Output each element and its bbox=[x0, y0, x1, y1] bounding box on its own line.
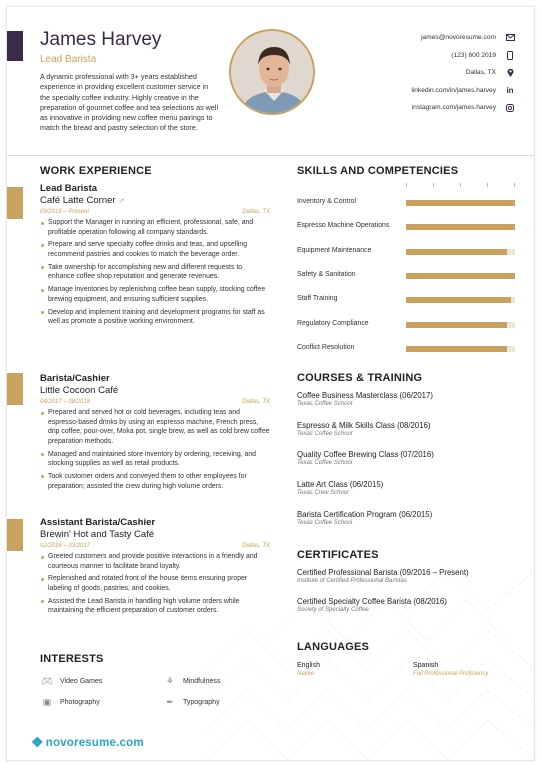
section-title-languages: LANGUAGES bbox=[297, 641, 370, 653]
novoresume-logo-icon: ❖ bbox=[31, 734, 44, 750]
contact-email[interactable]: james@novoresume.com bbox=[411, 29, 516, 47]
phone-icon bbox=[504, 51, 516, 60]
job-meta: 02/2016 – 03/2017 Dallas, TX bbox=[40, 543, 270, 549]
external-link-icon[interactable]: ↗ bbox=[118, 198, 125, 205]
envelope-icon bbox=[504, 34, 516, 41]
skill-bar-fill bbox=[406, 273, 515, 279]
job-entry-1 bbox=[40, 183, 270, 330]
interest-item: ⚘ Mindfulness bbox=[163, 676, 220, 687]
skill-bar bbox=[406, 322, 515, 328]
job-marker-3 bbox=[7, 519, 23, 551]
interest-item: 🎮︎ Video Games bbox=[41, 676, 103, 686]
skill-bar-fill bbox=[406, 224, 515, 230]
skill-label: Espresso Machine Operations bbox=[297, 222, 390, 230]
job-company: Little Cocoon Café bbox=[40, 385, 119, 396]
section-title-interests: INTERESTS bbox=[40, 653, 104, 665]
instagram-icon bbox=[504, 104, 516, 112]
candidate-name: James Harvey bbox=[40, 29, 162, 50]
skill-row bbox=[297, 221, 515, 245]
job-bullets bbox=[40, 218, 270, 327]
skill-scale-ticks bbox=[406, 183, 515, 188]
list-item: Assisted the Lead Barista in handling high volume orders while maintaining the efficient preparation of customer orders. bbox=[40, 597, 270, 616]
skill-bar bbox=[406, 249, 515, 255]
course-item: Quality Coffee Brewing Class (07/2016) Texas Coffee School bbox=[297, 450, 434, 466]
list-item: Managed and maintained store inventory by ordering, receiving, and stocking supplies as well as retail products. bbox=[40, 450, 270, 469]
skill-bar-fill bbox=[406, 200, 515, 206]
scale-tick bbox=[514, 183, 515, 187]
skill-label: Inventory & Control bbox=[297, 198, 356, 205]
skill-row bbox=[297, 294, 515, 318]
list-item: Replenished and rotated front of the house items ensuring proper labeling of goods, pastries, and cookies. bbox=[40, 574, 270, 593]
header-accent-bar bbox=[7, 31, 23, 61]
contact-location: Dallas, TX bbox=[411, 64, 516, 82]
list-item: Prepared and served hot or cold beverages, including teas and espresso-based drinks by using an espresso machine, French press, drip coffee, pour-over, Moka pot, single brew, as well as cold brew coffee preparation methods. bbox=[40, 408, 270, 446]
course-item: Latte Art Class (06/2015) Texas Crew School bbox=[297, 480, 384, 496]
section-title-skills: SKILLS AND COMPETENCIES bbox=[297, 165, 459, 177]
section-title-courses: COURSES & TRAINING bbox=[297, 372, 423, 384]
scale-tick bbox=[460, 183, 461, 187]
skill-label: Regulatory Compliance bbox=[297, 319, 369, 327]
job-title: Lead Barista bbox=[40, 183, 98, 194]
skill-label: Staff Training bbox=[297, 295, 338, 303]
job-marker-2 bbox=[7, 373, 23, 405]
header-divider bbox=[7, 155, 535, 156]
camera-icon: ▣ bbox=[42, 697, 52, 707]
section-title-certificates: CERTIFICATES bbox=[297, 549, 379, 561]
scale-tick bbox=[406, 183, 407, 187]
skill-label: Safety & Sanitation bbox=[297, 270, 356, 278]
profile-photo bbox=[229, 29, 315, 115]
location-pin-icon bbox=[504, 68, 516, 77]
job-entry-3 bbox=[40, 517, 270, 619]
skill-bar-fill bbox=[406, 322, 507, 328]
language-item: Spanish Full Professional Proficiency bbox=[413, 662, 489, 677]
summary-text: A dynamic professional with 3+ years established experience in providing excellent customer service in the specialty coffee industry. Highly creative in the preparation of gourmet coffee and tea selections as well as innovative in providing new coffee menu pairings to match the bread and pastry selection of the store. bbox=[40, 72, 219, 133]
skill-bar bbox=[406, 200, 515, 206]
job-entry-2 bbox=[40, 373, 270, 494]
meditation-icon: ⚘ bbox=[165, 676, 175, 686]
course-item: Barista Certification Program (06/2015) Texas Coffee School bbox=[297, 510, 433, 526]
candidate-role: Lead Barista bbox=[40, 54, 97, 65]
skill-row bbox=[297, 343, 515, 367]
contact-linkedin[interactable]: linkedin.com/in/james.harvey in bbox=[411, 82, 516, 100]
list-item: Support the Manager in running an efficient, professional, safe, and profitable operation following all company standards. bbox=[40, 218, 270, 237]
list-item: Manage inventories by replenishing coffee bean supply, stocking coffee brewing equipment, and ensuring sufficient supplies. bbox=[40, 285, 270, 304]
list-item: Prepare and serve specialty coffee drinks and teas, and upselling recommend pastries and cookies to match the beverage order. bbox=[40, 240, 270, 259]
certificate-item: Certified Specialty Coffee Barista (08/2016) Society of Specialty Coffee bbox=[297, 597, 447, 613]
job-company: Brewin' Hot and Tasty Café bbox=[40, 529, 155, 540]
skill-bar bbox=[406, 224, 515, 230]
interest-item: ▣ Photography bbox=[40, 697, 100, 708]
contact-instagram[interactable]: instagram.com/james.harvey bbox=[411, 99, 516, 117]
job-title: Assistant Barista/Cashier bbox=[40, 517, 156, 528]
skill-bar-fill bbox=[406, 346, 507, 352]
interest-item: ✒︎ Typography bbox=[163, 697, 220, 708]
skill-bar bbox=[406, 346, 515, 352]
list-item: Take ownership for accomplishing new and different requests to enhance coffee shop reputation and generate revenues. bbox=[40, 263, 270, 282]
course-item: Coffee Business Masterclass (06/2017) Texas Coffee School bbox=[297, 391, 433, 407]
resume-page bbox=[6, 6, 535, 761]
job-company: Café Latte Corner ↗ bbox=[40, 195, 125, 206]
skill-label: Equipment Maintenance bbox=[297, 246, 372, 254]
course-item: Espresso & Milk Skills Class (08/2016) Texas Coffee School bbox=[297, 421, 431, 437]
gamepad-icon: 🎮︎ bbox=[41, 676, 53, 686]
section-title-work: WORK EXPERIENCE bbox=[40, 165, 152, 177]
skill-row bbox=[297, 319, 515, 343]
job-meta: 09/2016 – Present Dallas, TX bbox=[40, 209, 270, 215]
brand-logo[interactable]: ❖ novoresume.com bbox=[31, 734, 144, 750]
job-title: Barista/Cashier bbox=[40, 373, 110, 384]
skill-bar-fill bbox=[406, 297, 511, 303]
skill-row bbox=[297, 246, 515, 270]
skill-bar bbox=[406, 273, 515, 279]
scale-tick bbox=[433, 183, 434, 187]
contact-phone[interactable]: (123) 600 2019 bbox=[411, 47, 516, 65]
skill-bar-fill bbox=[406, 249, 507, 255]
contact-list bbox=[411, 29, 516, 117]
language-item: English Native bbox=[297, 662, 320, 677]
certificate-item: Certified Professional Barista (09/2016 – Present) Institute of Certified Professional Baristas bbox=[297, 568, 469, 584]
list-item: Develop and implement training and development programs for staff as well as promote a positive working environment. bbox=[40, 308, 270, 327]
skill-bar bbox=[406, 297, 515, 303]
list-item: Took customer orders and conveyed them to other employees for preparation; assisted the crew during high volume orders. bbox=[40, 472, 270, 491]
scale-tick bbox=[487, 183, 488, 187]
skill-label: Conflict Resolution bbox=[297, 343, 355, 351]
job-bullets bbox=[40, 408, 270, 491]
list-item: Greeted customers and provide positive interactions in a friendly and courteous manner to facilitate brand loyalty. bbox=[40, 552, 270, 571]
skill-row bbox=[297, 197, 515, 221]
job-marker-1 bbox=[7, 187, 23, 219]
pen-nib-icon: ✒︎ bbox=[166, 697, 174, 707]
job-bullets bbox=[40, 552, 270, 616]
linkedin-icon: in bbox=[506, 85, 514, 95]
portrait-illustration bbox=[231, 31, 315, 115]
job-meta: 04/2017 – 08/2018 Dallas, TX bbox=[40, 399, 270, 405]
skill-row bbox=[297, 270, 515, 294]
